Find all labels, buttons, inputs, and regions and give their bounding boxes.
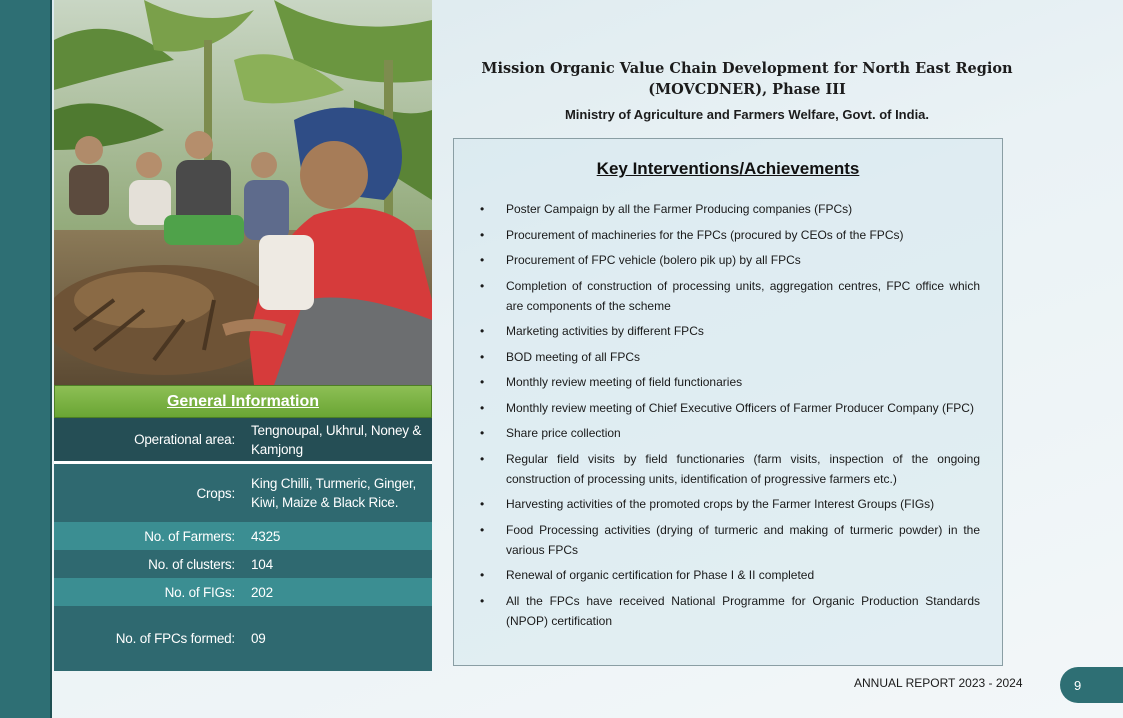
info-value: 09: [251, 631, 266, 646]
list-item: • Marketing activities by different FPCs: [480, 321, 980, 341]
key-interventions-list: [454, 199, 1002, 631]
info-value: King Chilli, Turmeric, Ginger, Kiwi, Maize & Black Rice.: [251, 476, 417, 510]
info-row-clusters: [54, 550, 432, 578]
page-number: 9: [1074, 677, 1082, 693]
info-row-crops: [54, 464, 432, 522]
document-title: [452, 58, 1042, 122]
list-item: • BOD meeting of all FPCs: [480, 347, 980, 367]
annual-report-label: ANNUAL REPORT 2023 - 2024: [854, 676, 1023, 690]
list-item: • Monthly review meeting of field functionaries: [480, 372, 980, 392]
info-label: No. of clusters:: [148, 556, 235, 572]
list-item: • Food Processing activities (drying of turmeric and making of turmeric powder) in the various FPCs: [480, 520, 980, 560]
info-value: 202: [251, 584, 273, 600]
general-information-title: General Information: [166, 392, 320, 410]
list-item: • Poster Campaign by all the Farmer Producing companies (FPCs): [480, 199, 980, 219]
info-value: 104: [251, 556, 273, 572]
list-item: • Procurement of FPC vehicle (bolero pik up) by all FPCs: [480, 250, 980, 270]
key-interventions-box: [453, 138, 1003, 666]
farmers-harvest-photo: [54, 0, 432, 385]
list-item: • Completion of construction of processing units, aggregation centres, FPC office which are components of the scheme: [480, 276, 980, 316]
left-accent-bar: [0, 0, 52, 718]
ministry-name: Ministry of Agriculture and Farmers Welfare, Govt. of India.: [564, 107, 930, 122]
list-item: • Procurement of machineries for the FPCs (procured by CEOs of the FPCs): [480, 225, 980, 245]
page-number-badge: [1060, 667, 1123, 703]
general-information-header: [54, 385, 432, 418]
info-row-fpcs: [54, 606, 432, 671]
info-row-figs: [54, 578, 432, 606]
scheme-title-line2: (MOVCDNER), Phase III: [648, 81, 846, 98]
info-label: No. of Farmers:: [144, 528, 235, 544]
info-label: Operational area:: [134, 432, 235, 447]
info-row-operational-area: [54, 418, 432, 461]
list-item: • Share price collection: [480, 423, 980, 443]
list-item: • Monthly review meeting of Chief Executive Officers of Farmer Producer Company (FPC): [480, 398, 980, 418]
key-interventions-title: Key Interventions/Achievements: [596, 159, 860, 178]
info-label: No. of FPCs formed:: [115, 631, 235, 646]
list-item: • All the FPCs have received National Programme for Organic Production Standards (NPOP) certification: [480, 591, 980, 631]
general-information-panel: [54, 385, 432, 671]
info-value: Tengnoupal, Ukhrul, Noney & Kamjong: [251, 422, 422, 457]
info-row-farmers: [54, 522, 432, 550]
list-item: • Regular field visits by field functionaries (farm visits, inspection of the ongoing construction of processing units, identification of progressive farmers etc.): [480, 449, 980, 489]
info-value: 4325: [251, 528, 281, 544]
list-item: • Renewal of organic certification for Phase I & II completed: [480, 565, 980, 585]
list-item: • Harvesting activities of the promoted crops by the Farmer Interest Groups (FIGs): [480, 494, 980, 514]
scheme-title-line1: Mission Organic Value Chain Development for North East Region: [481, 60, 1013, 77]
info-label: No. of FIGs:: [164, 584, 235, 600]
info-label: Crops:: [196, 485, 235, 501]
